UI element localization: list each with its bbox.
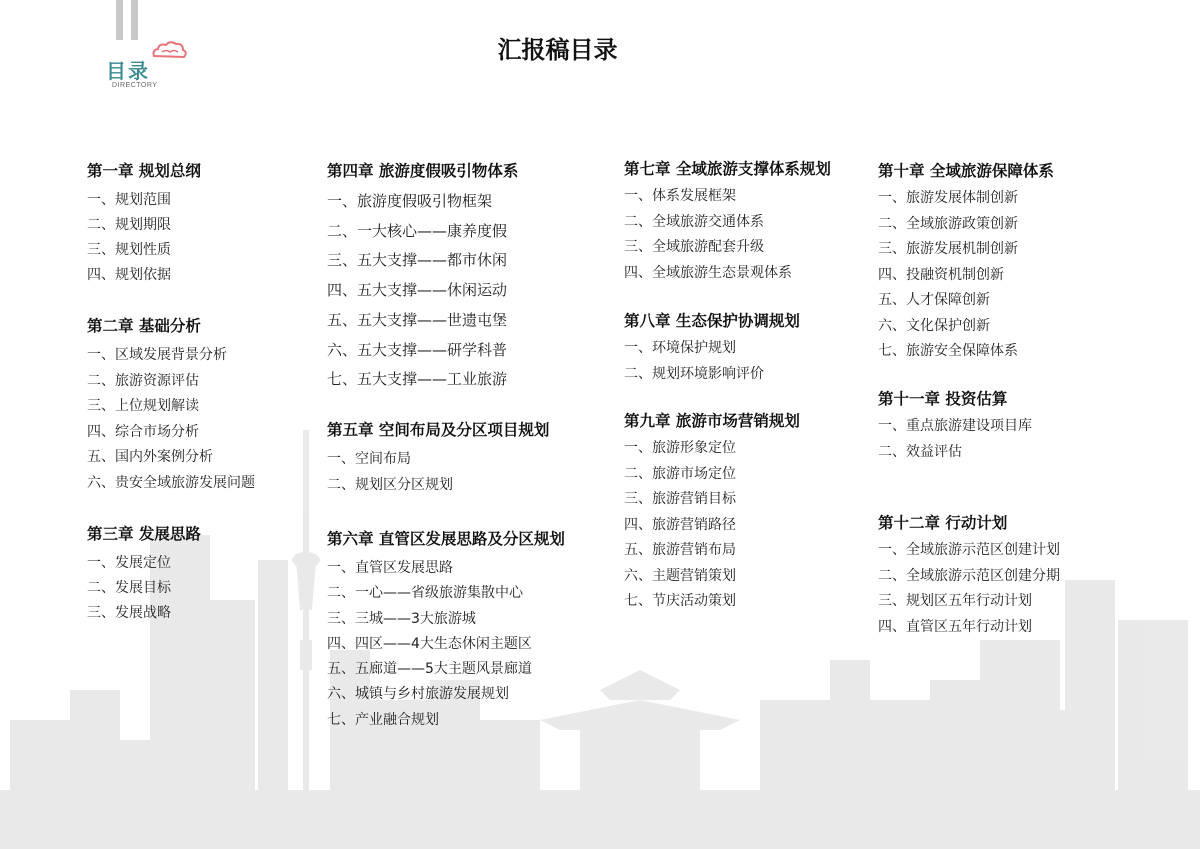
chapter-5 [327, 419, 549, 498]
chapter-4 [327, 160, 518, 395]
chapter-item[interactable]: 四、综合市场分析 [87, 423, 199, 440]
chapter-item[interactable]: 三、旅游发展机制创新 [878, 241, 1018, 257]
chapter-item[interactable]: 四、四区——4大生态休闲主题区 [327, 635, 532, 652]
chapter-title[interactable]: 第五章 空间布局及分区项目规划 [327, 421, 550, 439]
chapter-item[interactable]: 一、直管区发展思路 [327, 560, 453, 576]
chapter-item[interactable]: 四、旅游营销路径 [624, 516, 736, 533]
chapter-item[interactable]: 五、旅游营销布局 [624, 542, 736, 558]
chapter-item[interactable]: 三、规划区五年行动计划 [878, 593, 1032, 609]
chapter-item[interactable]: 二、规划期限 [87, 217, 171, 233]
chapter-12 [878, 512, 1060, 640]
chapter-title[interactable]: 第七章 全域旅游支撑体系规划 [624, 160, 831, 178]
chapter-item[interactable]: 七、节庆活动策划 [624, 593, 736, 609]
chapter-item[interactable]: 五、人才保障创新 [878, 292, 990, 308]
chapter-item[interactable]: 一、体系发展框架 [624, 188, 736, 204]
chapter-9 [624, 410, 800, 615]
chapter-item[interactable]: 六、城镇与乡村旅游发展规划 [327, 686, 509, 703]
chapter-6 [327, 528, 565, 733]
chapter-item[interactable]: 一、重点旅游建设项目库 [878, 418, 1032, 434]
chapter-item[interactable]: 四、投融资机制创新 [878, 266, 1004, 283]
logo-glyphs: 目录 [106, 59, 150, 83]
chapter-item[interactable]: 一、空间布局 [327, 451, 411, 467]
chapter-title[interactable]: 第十一章 投资估算 [878, 390, 1008, 408]
chapter-item[interactable]: 五、国内外案例分析 [87, 449, 213, 465]
chapter-item[interactable]: 四、全域旅游生态景观体系 [624, 264, 792, 281]
chapter-item[interactable]: 四、直管区五年行动计划 [878, 618, 1032, 635]
chapter-item[interactable]: 二、效益评估 [878, 443, 962, 460]
chapter-11 [878, 388, 1032, 465]
chapter-item[interactable]: 五、五廊道——5大主题风景廊道 [327, 661, 532, 678]
chapter-title[interactable]: 第十章 全域旅游保障体系 [878, 162, 1054, 180]
chapter-item[interactable]: 一、旅游形象定位 [624, 440, 736, 456]
chapter-item[interactable]: 二、一大核心——康养度假 [327, 221, 508, 240]
chapter-title[interactable]: 第四章 旅游度假吸引物体系 [327, 162, 519, 180]
chapter-item[interactable]: 三、三城——3大旅游城 [327, 610, 476, 627]
chapter-item[interactable]: 四、五大支撑——休闲运动 [327, 281, 508, 300]
chapter-item[interactable]: 二、发展目标 [87, 580, 171, 596]
chapter-item[interactable]: 一、旅游发展体制创新 [878, 190, 1018, 206]
chapter-item[interactable]: 四、规划依据 [87, 267, 171, 283]
chapter-title[interactable]: 第二章 基础分析 [87, 317, 201, 335]
chapter-item[interactable]: 一、全域旅游示范区创建计划 [878, 542, 1060, 558]
chapter-item[interactable]: 七、产业融合规划 [327, 711, 439, 728]
chapter-item[interactable]: 三、全域旅游配套升级 [624, 239, 764, 255]
chapter-item[interactable]: 二、全域旅游政策创新 [878, 215, 1018, 232]
chapter-item[interactable]: 三、五大支撑——都市休闲 [327, 251, 508, 270]
chapter-item[interactable]: 六、文化保护创新 [878, 317, 990, 334]
chapter-item[interactable]: 三、旅游营销目标 [624, 491, 736, 507]
chapter-title[interactable]: 第九章 旅游市场营销规划 [624, 412, 800, 430]
chapter-title[interactable]: 第六章 直管区发展思路及分区规划 [327, 530, 565, 548]
chapter-item[interactable]: 二、旅游市场定位 [624, 465, 736, 482]
chapter-title[interactable]: 第八章 生态保护协调规划 [624, 312, 800, 330]
page-title: 汇报稿目录 [497, 36, 618, 64]
chapter-item[interactable]: 一、发展定位 [87, 555, 171, 571]
chapter-title[interactable]: 第一章 规划总纲 [87, 162, 201, 180]
chapter-7 [624, 158, 831, 286]
chapter-item[interactable]: 二、规划区分区规划 [327, 476, 453, 493]
chapter-item[interactable]: 二、旅游资源评估 [87, 372, 199, 389]
chapter-title[interactable]: 第三章 发展思路 [87, 525, 201, 543]
chapter-item[interactable]: 二、全域旅游交通体系 [624, 213, 764, 230]
chapter-item[interactable]: 二、一心——省级旅游集散中心 [327, 585, 523, 602]
chapter-3 [87, 523, 201, 626]
chapter-item[interactable]: 三、发展战略 [87, 605, 171, 621]
chapter-item[interactable]: 一、旅游度假吸引物框架 [327, 192, 493, 210]
chapter-item[interactable]: 七、旅游安全保障体系 [878, 343, 1018, 359]
chapter-item[interactable]: 三、上位规划解读 [87, 398, 199, 414]
chapter-item[interactable]: 五、五大支撑——世遗屯堡 [327, 310, 508, 329]
logo-subtitle: DIRECTORY [112, 82, 158, 89]
chapter-item[interactable]: 二、全域旅游示范区创建分期 [878, 567, 1060, 584]
chapter-item[interactable]: 一、规划范围 [87, 192, 171, 208]
chapter-item[interactable]: 六、五大支撑——研学科普 [327, 340, 508, 359]
chapter-item[interactable]: 六、贵安全域旅游发展问题 [87, 474, 255, 491]
chapter-title[interactable]: 第十二章 行动计划 [878, 514, 1008, 532]
chapter-8 [624, 310, 800, 387]
chapter-item[interactable]: 一、区域发展背景分析 [87, 347, 227, 363]
chapter-item[interactable]: 七、五大支撑——工业旅游 [327, 370, 508, 389]
chapter-item[interactable]: 三、规划性质 [87, 242, 171, 258]
chapter-1 [87, 160, 201, 288]
chapter-2 [87, 315, 255, 496]
chapter-item[interactable]: 二、规划环境影响评价 [624, 365, 764, 382]
chapter-10 [878, 160, 1054, 365]
chapter-item[interactable]: 六、主题营销策划 [624, 567, 736, 584]
chapter-item[interactable]: 一、环境保护规划 [624, 340, 736, 356]
